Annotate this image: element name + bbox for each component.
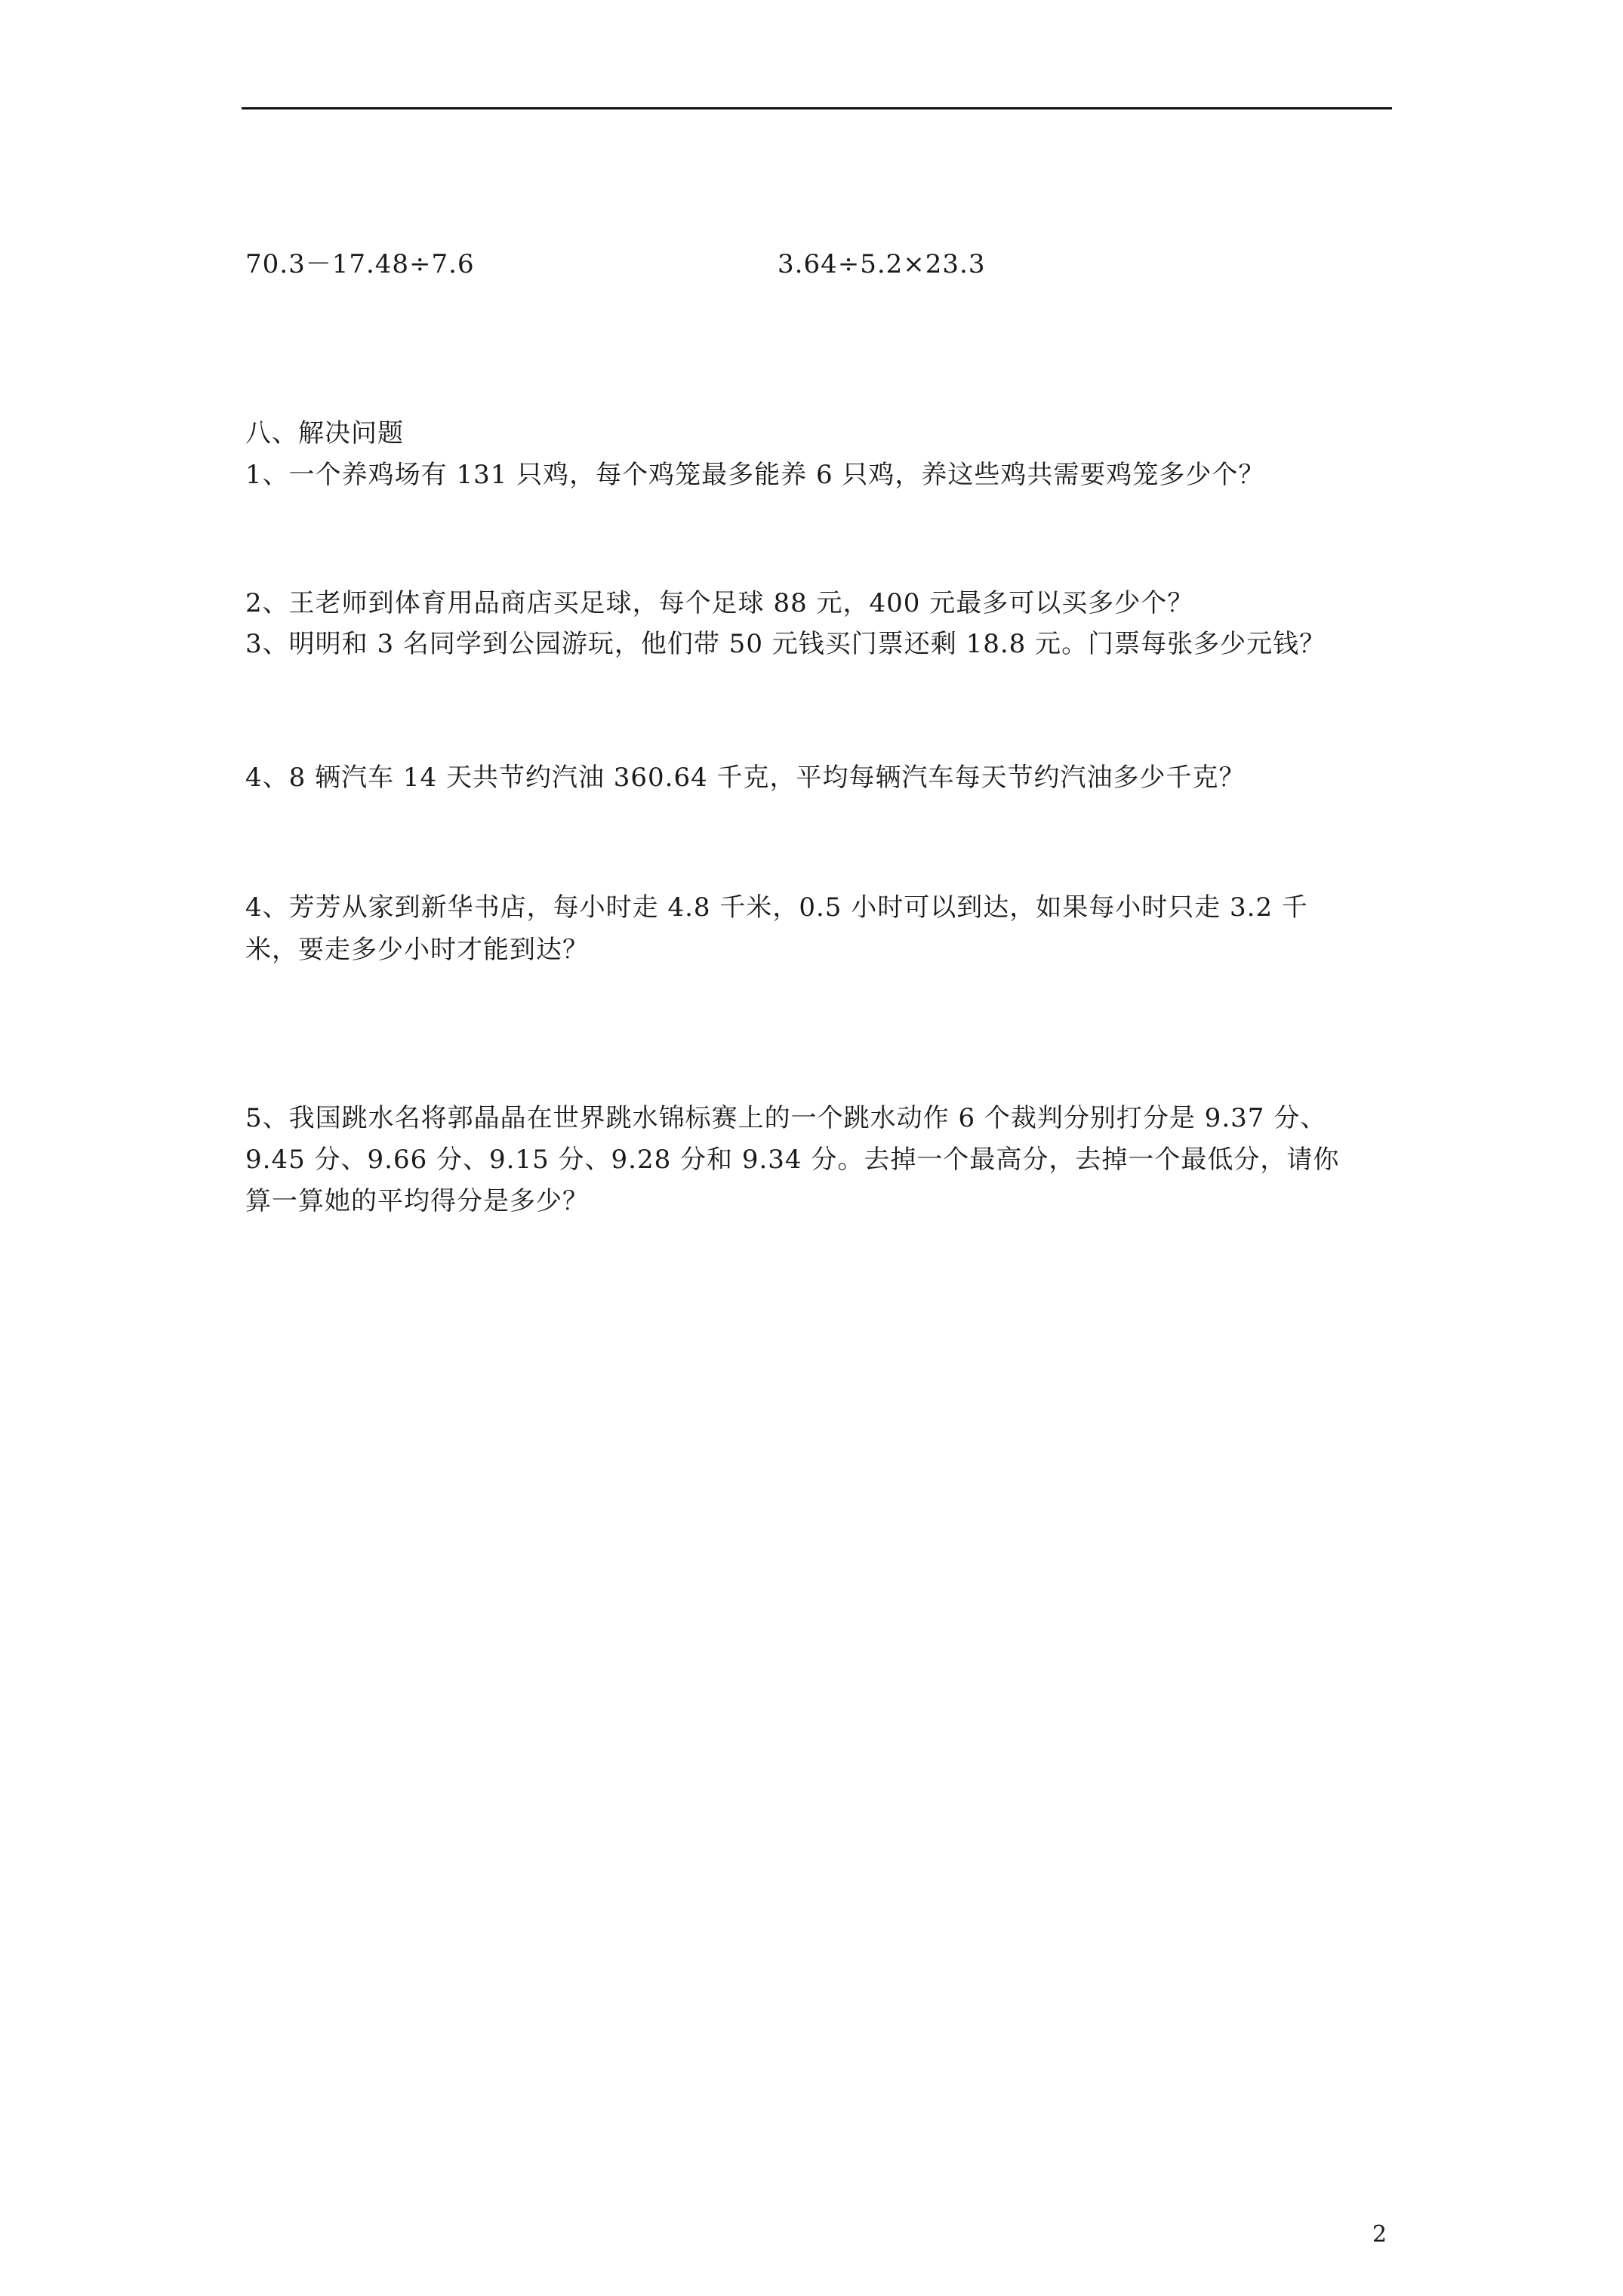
problem-2: 2、王老师到体育用品商店买足球，每个足球 88 元，400 元最多可以买多少个？ <box>245 588 1194 618</box>
problem-4a: 4、8 辆汽车 14 天共节约汽油 360.64 千克，平均每辆汽车每天节约汽油多少千克？ <box>245 763 1246 793</box>
section-title: 八、解决问题 <box>245 418 404 448</box>
header-rule <box>242 107 1392 109</box>
problem-1: 1、一个养鸡场有 131 只鸡，每个鸡笼最多能养 6 只鸡，养这些鸡共需要鸡笼多少个？ <box>245 460 1265 490</box>
problem-5-line-2: 9.45 分、9.66 分、9.15 分、9.28 分和 9.34 分。去掉一个最高分，去掉一个最低分，请你 <box>245 1145 1340 1175</box>
problem-5-line-1: 5、我国跳水名将郭晶晶在世界跳水锦标赛上的一个跳水动作 6 个裁判分别打分是 9.37 分、 <box>245 1103 1327 1133</box>
expression-left: 70.3－17.48÷7.6 <box>245 249 475 279</box>
problem-3: 3、明明和 3 名同学到公园游玩，他们带 50 元钱买门票还剩 18.8 元。门票每张多少元钱？ <box>245 629 1326 659</box>
page-number: 2 <box>1372 2221 1387 2248</box>
expression-right: 3.64÷5.2×23.3 <box>778 249 986 279</box>
problem-4b-line-2: 米，要走多少小时才能到达？ <box>245 935 589 965</box>
problem-4b-line-1: 4、芳芳从家到新华书店，每小时走 4.8 千米，0.5 小时可以到达，如果每小时只走 3.2 千 <box>245 892 1308 923</box>
problem-5-line-3: 算一算她的平均得分是多少？ <box>245 1186 589 1216</box>
